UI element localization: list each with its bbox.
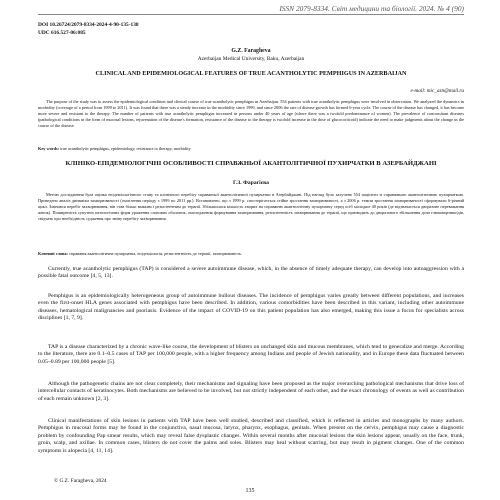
abstract-en: The purpose of the study was to assess the epidemiological condition and clinical course of true acantholytic pemphigus in Azerbaijan. 554 patients with true acantholytic pemphigus were involved in observation. We analyzed the dynamics in morbidity (coverage of a period from 1999 to 2011). It was found that there was a steady increase in the morbidity since 1999, and since 2006 the rate of disease growth has formed 6-year cycle. The course of the disease has changed, it has become more severe and resistant to the therapy. The number of patients with true acantholytic pemphigus increased in persons under 40 years of age (where there was a twofold predominance of women). The prevalence of concomitant diseases (pathological conditions in the form of mucosal lesions, rejuvenation of the disease's formation, resistance of the disease to the therapy is twofold increase in the dose of glucocorticoid) indicate the need to make judgments about the change in the course of the disease. (38, 99, 464, 128)
header-divider (38, 14, 464, 15)
keywords-ua (38, 251, 464, 257)
body-paragraph: Although the pathogenetic chains are not clear completely, their mechanisms and signaling have been proposed as the major overarching pathological mechanisms that drive loss of intercellular contacts of keratinocytes. Both mechanisms are believed to be involved, but not strictly independent of each other, and the exact chronology of events as well as contribution of each remain unknown [2, 3]. (38, 381, 464, 402)
copyright: © G.Z. Faragheva, 2024 (54, 478, 107, 484)
doi: DOI 10.26724/2079-8334-2024-4-90-135-138 (38, 22, 139, 28)
journal-header: ISSN 2079-8334. Світ медицини та біології. 2024. № 4 (90) (279, 4, 464, 13)
article-title-en: CLINICAL AND EPIDEMIOLOGICAL FEATURES OF TRUE ACANTHOLYTIC PEMPHIGUS IN AZERBAIJAN (95, 70, 407, 77)
page-number: 135 (245, 488, 255, 494)
body-paragraph: Currently, true acantholytic pemphigus (TAP) is considered a severe autoimmune disease, which, in the absence of timely adequate therapy, can develop into autoaggression with a possible fatal outcome [4, 5, 13]. (38, 266, 464, 280)
body-paragraph: Pemphigus is an epidemiologically heterogeneous group of autoimmune bullous diseases. The incidence of pemphigus varies greatly between different populations, and increases even the first-onset HLA genes associated with pemphigus have been described. In addition, various comorbidities have been described in this variant, including other autoimmune diseases, hematological malignancies and psoriasis. Evidence of the impact of COVID-19 on this patient population has also emerged, making this issue a focus for specialists across disciplines [1, 7, 9]. (38, 293, 464, 322)
udc: UDC 616.527-06:085 (38, 29, 86, 36)
keywords-label-ua: Ключові слова: (38, 251, 68, 256)
keywords-text-en: true acantholytic pemphigus, epidemiology, resistance to therapy, morbidity. (60, 146, 192, 151)
keywords-label-en: Key words: (38, 146, 60, 151)
article-title-ua: КЛІНІКО-ЕПІДЕМІОЛОГІЧНІ ОСОБЛИВОСТІ СПРАВЖНЬОЇ АКАНТОЛІТИЧНОЇ ПУХИРЧАТКИ В АЗЕРБАЙДЖАНІ (65, 160, 437, 167)
author-name-ua: Г.З. Фарагієва (233, 180, 269, 186)
author-affiliation: Azerbaijan Medical University, Baku, Azerbaijan (197, 56, 305, 62)
keywords-en (38, 146, 464, 152)
keywords-text-ua: справжня акантолітична пухирчатка, епідеміологія, резистентність до терапії, захворюваність. (69, 251, 243, 256)
article-identifiers (38, 22, 139, 37)
author-name: G.Z. Faragheva (231, 48, 271, 54)
abstract-ua: Метою дослідження була оцінка епідеміологічного стану та клінічного перебігу справжньої акантолітичної пухирчатки в Азербайджані. Під нагляд було залучено 554 пацієнти зі справжньою акантолітичною пухирчаткою. Проведено аналіз динаміки захворюваності (охоплення періоду з 1999 по 2011 рр.). Встановлено, що з 1999 р. спостерігається стійке зростання захворюваності, а з 2006 р. темпи зростання захворюваності сформували 6-річний цикл. Змінився перебіг захворювання, він став більш важким і резистентним до терапії. Збільшилася кількість хворих на справжню акантолітичну пухирчатку серед осіб молодше 40 років (де відзначається дворазове переважання жінок). Поширеність супутніх патологічних форм ураження слизових оболонок, омолодження формування захворювання, резистентність захворювання до терапії, що призводить до дворазового збільшення дози глюкокортикоїдів, свідчать про необхідність судження про зміну перебігу захворювання. (38, 192, 464, 221)
author-email: e-mail: mic_azn@mail.ru (410, 88, 464, 94)
body-paragraph: Clinical manifestations of skin lesions in patients with TAP have been well studied, described and classified, which is reflected in articles and monographs by many authors. Pemphigus in mucosal forms may be found in the conjunctiva, nasal mucosa, larynx, pharynx, esophagus, genitals. When present on the cervix, pemphigus may cause a diagnostic problem by confounding Pap smear results, which may reveal false dysplastic changes. Within several months after mucosal lesions the skin lesions appear, usually on the face, trunk, groin, scalp, and axillae. In common cases, blisters do not cover the palms and soles. Blisters may heal without scarring, but may result in pigment changes. One of the common symptoms is alopecia [4, 11, 14]. (38, 418, 464, 454)
body-paragraph: TAP is a disease characterized by a chronic wave-like course, the development of blisters on unchanged skin and mucous membranes, which tend to generalize and merge. According to the literature, there are 0.1–0.5 cases of TAP per 100,000 people, with a higher frequency among Indians and people of Jewish nationality, and in Europe these data fluctuated between 0.05–0.89 per 100,000 people [5]. (38, 344, 464, 365)
